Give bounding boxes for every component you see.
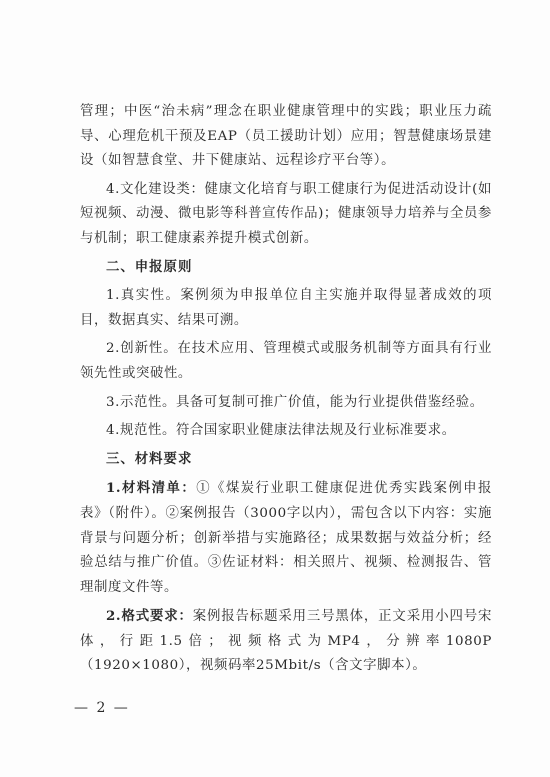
material-list-text: ①《煤炭行业职工健康促进优秀实践案例申报表》（附件）。②案例报告（3000字以内），需包含以下内容：实施背景与问题分析；创新举措与实施路径；成果数据与效益分析；经验总结与推广价值。③佐证材料：相关照片、视频、检测报告、管理制度文件等。 bbox=[80, 481, 492, 595]
paragraph-health-management-continued: 管理；中医“治未病”理念在职业健康管理中的实践；职业压力疏导、心理危机干预及EAP（员工援助计划）应用；智慧健康场景建设（如智慧食堂、井下健康站、远程诊疗平台等）。 bbox=[80, 104, 492, 169]
section-heading-principles: 二、申报原则 bbox=[106, 259, 193, 275]
paragraph-principle-innovation: 2.创新性。在技术应用、管理模式或服务机制等方面具有行业领先性或突破性。 bbox=[80, 341, 492, 381]
paragraph-format-requirements bbox=[80, 604, 492, 679]
material-list-label: 1.材料清单： bbox=[106, 480, 197, 497]
section-heading-materials: 三、材料要求 bbox=[106, 451, 193, 467]
paragraph-material-list bbox=[80, 476, 492, 600]
format-requirements-label: 2.格式要求： bbox=[106, 608, 193, 625]
paragraph-principle-authenticity: 1.真实性。案例须为申报单位自主实施并取得显著成效的项目，数据真实、结果可溯。 bbox=[80, 288, 492, 328]
page-number: — 2 — bbox=[74, 700, 130, 716]
paragraph-principle-demonstration: 3.示范性。具备可复制可推广价值，能为行业提供借鉴经验。 bbox=[106, 394, 484, 410]
format-requirements-text: 案例报告标题采用三号黑体，正文采用小四号宋体，行距1.5倍；视频格式为MP4，分辨率1080P（1920×1080），视频码率25Mbit/s（含文字脚本）。 bbox=[80, 609, 492, 674]
paragraph-principle-standardization: 4.规范性。符合国家职业健康法律法规及行业标准要求。 bbox=[106, 423, 456, 439]
document-body bbox=[80, 100, 492, 683]
paragraph-culture-building: 4.文化建设类：健康文化培育与职工健康行为促进活动设计(如短视频、动漫、微电影等科普宣传作品)；健康领导力培养与全员参与机制；职工健康素养提升模式创新。 bbox=[80, 181, 492, 246]
